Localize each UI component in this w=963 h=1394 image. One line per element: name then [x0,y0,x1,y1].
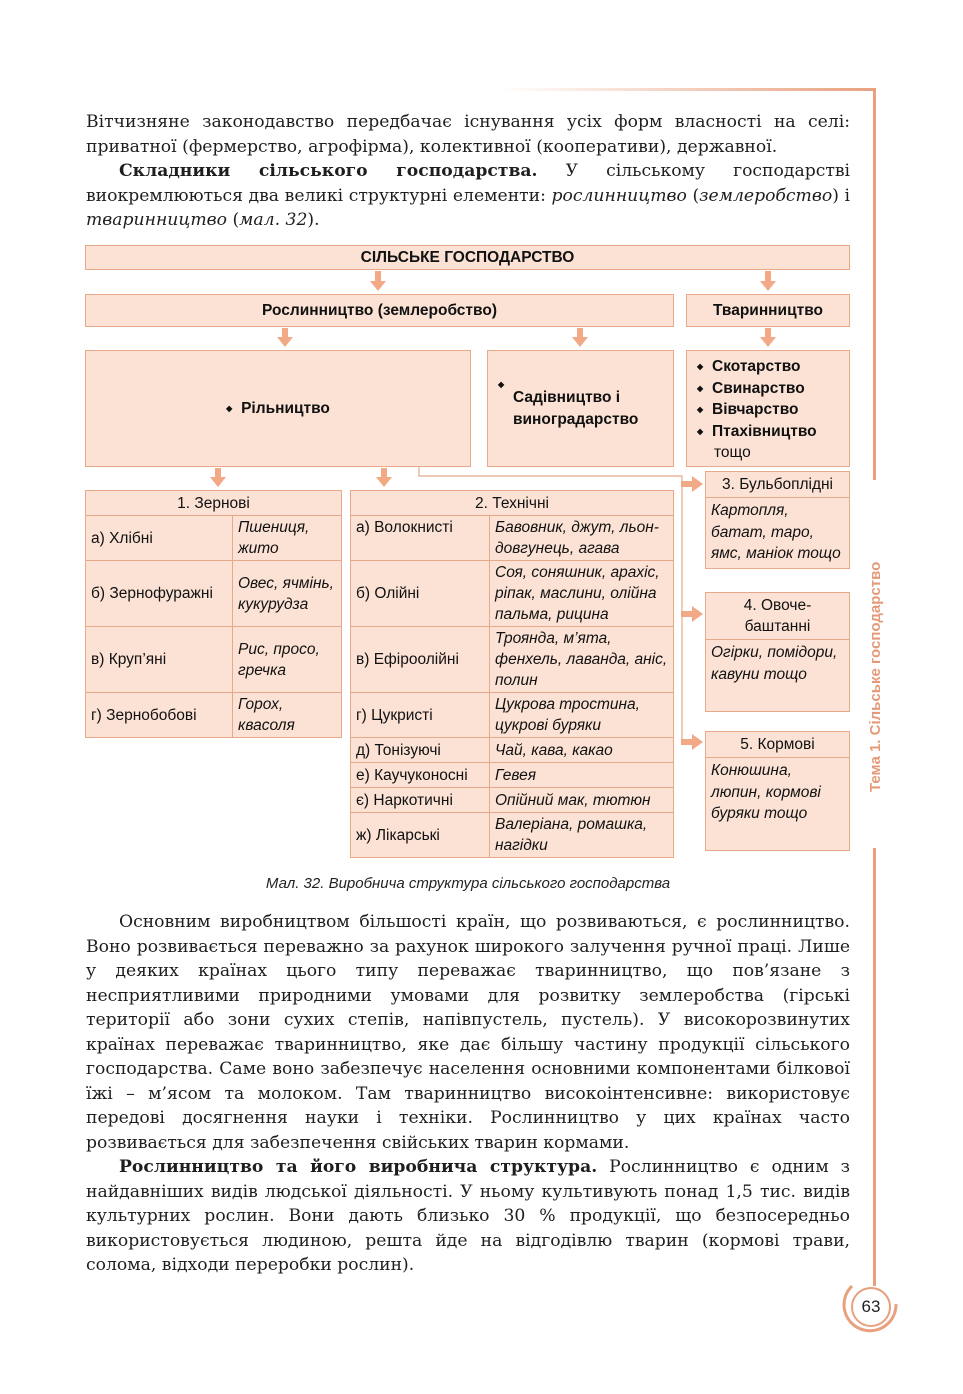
arrow-down-2 [760,271,776,291]
tuber-title: 3. Бульбоплідні [706,472,849,498]
vegetable-body: Огірки, помідори, кавуни тощо [711,644,838,683]
grain-table [85,490,342,738]
arrow-down-5 [760,328,776,347]
table-row: г) Цукристі Цукрова тростина, цукрові буряки [351,693,674,738]
technical-table-title: 2. Технічні [351,491,674,516]
arrow-right-3 [681,734,703,750]
tuber-body: Картопля, батат, таро, ямс, маніок тощо [711,502,841,562]
table-row: б) Олійні Соя, соняшник, арахіс, ріпак, маслини, олійна пальма, рицина [351,561,674,627]
arrow-right-2 [681,606,703,622]
fodder-title: 5. Кормові [706,732,849,758]
body-paragraph-1: Основним виробництвом більшості країн, що розвиваються, є рослинництво. Воно розвивається переважно за рахунок широкого залучення ручної праці. Лише у деяких країнах цього типу переважає тваринництво, що пов’язане з несприятливими природними умовами для розвитку землеробства (гірські території або зони сухих степів, напівпустель, пустель). У високорозвинутих країнах переважає тваринництво, яке дає більшу частину продукції сільського господарства. Саме воно забезпечує населення основними компонентами білкової їжі – м’ясом та молоком. Там тваринництво високоінтенсивне: використовує передові досягнення науки і техніки. Рослинництво у цих країнах часто розвивається для забезпечення свійських тварин кормами. [86,912,850,1153]
table-row: ж) Лікарські Валеріана, ромашка, нагідки [351,813,674,858]
plant-growing-box: Рослинництво (землеробство) [85,294,674,327]
arrow-down-6 [210,468,226,487]
arrow-right-1 [681,476,703,492]
table-row: в) Круп’яні Рис, просо, гречка [86,627,342,693]
gardening-box: ◆ Садівництво і виноградарство [487,350,674,467]
vegetable-title: 4. Овоче-баштанні [706,593,849,640]
table-row: в) Ефіроолійні Троянда, м’ята, фенхель, лаванда, аніс, полин [351,627,674,693]
chapter-side-label [862,536,888,794]
vegetable-box [705,592,850,712]
arrow-down-3 [277,328,293,347]
arrow-down-1 [370,271,386,291]
arrow-down-4 [572,328,588,347]
figure-caption: Мал. 32. Виробнича структура сільського господарства [265,875,671,892]
intro-heading: Складники сільського господарства. [119,161,538,181]
intro-paragraph-1: Вітчизняне законодавство передбачає існування усіх форм власності на селі: приватної (фермерство, агрофірма), колективної (кооперативи), державної. [86,112,850,157]
fodder-box [705,731,850,851]
technical-table [350,490,674,858]
animal-branches-box: ◆ Скотарство ◆ Свинарство ◆ Вівчарство ◆ Птахівництво тощо [686,350,850,467]
section-heading: Рослинництво та його виробнича структура. [119,1157,598,1177]
animal-husbandry-box: Тваринництво [686,294,850,327]
page-number: 63 [851,1287,891,1327]
table-row: а) Волокнисті Бавовник, джут, льон-довгунець, агава [351,516,674,561]
table-row: а) Хлібні Пшениця, жито [86,516,342,561]
arrow-down-7 [376,468,392,487]
table-row: є) Наркотичні Опійний мак, тютюн [351,788,674,813]
table-row: б) Зернофуражні Овес, ячмінь, кукурудза [86,561,342,627]
tuber-box [705,471,850,569]
intro-paragraph-2: Складники сільського господарства. У сільському господарстві виокремлюються два великі структурні елементи: рослинництво (землеробство) і тваринництво (мал. 32). [86,161,851,230]
body-paragraph-2: Рослинництво та його виробнича структура. Рослинництво є одним з найдавніших видів людської діяльності. У ньому культивують понад 1,5 тис. видів культурних рослин. Вони дають близько 30 % продукції, що безпосередньо використовується людиною, решта йде на відгодівлю тварин (кормові трави, солома, відходи переробки рослин). [86,1157,850,1275]
table-row: г) Зернобобові Горох, квасоля [86,693,342,738]
grain-table-title: 1. Зернові [86,491,342,516]
body-text [86,910,850,1278]
diagram-top-box: СІЛЬСЬКЕ ГОСПОДАРСТВО [85,245,850,270]
fodder-body: Конюшина, люпин, кормові буряки тощо [711,762,821,822]
svg-text:Тема 1. Сільське господарство: Тема 1. Сільське господарство [867,561,884,792]
field-crops-box: ◆ Рільництво [85,350,471,467]
table-row: д) Тонізуючі Чай, кава, какао [351,738,674,763]
table-row: е) Каучуконосні Гевея [351,763,674,788]
